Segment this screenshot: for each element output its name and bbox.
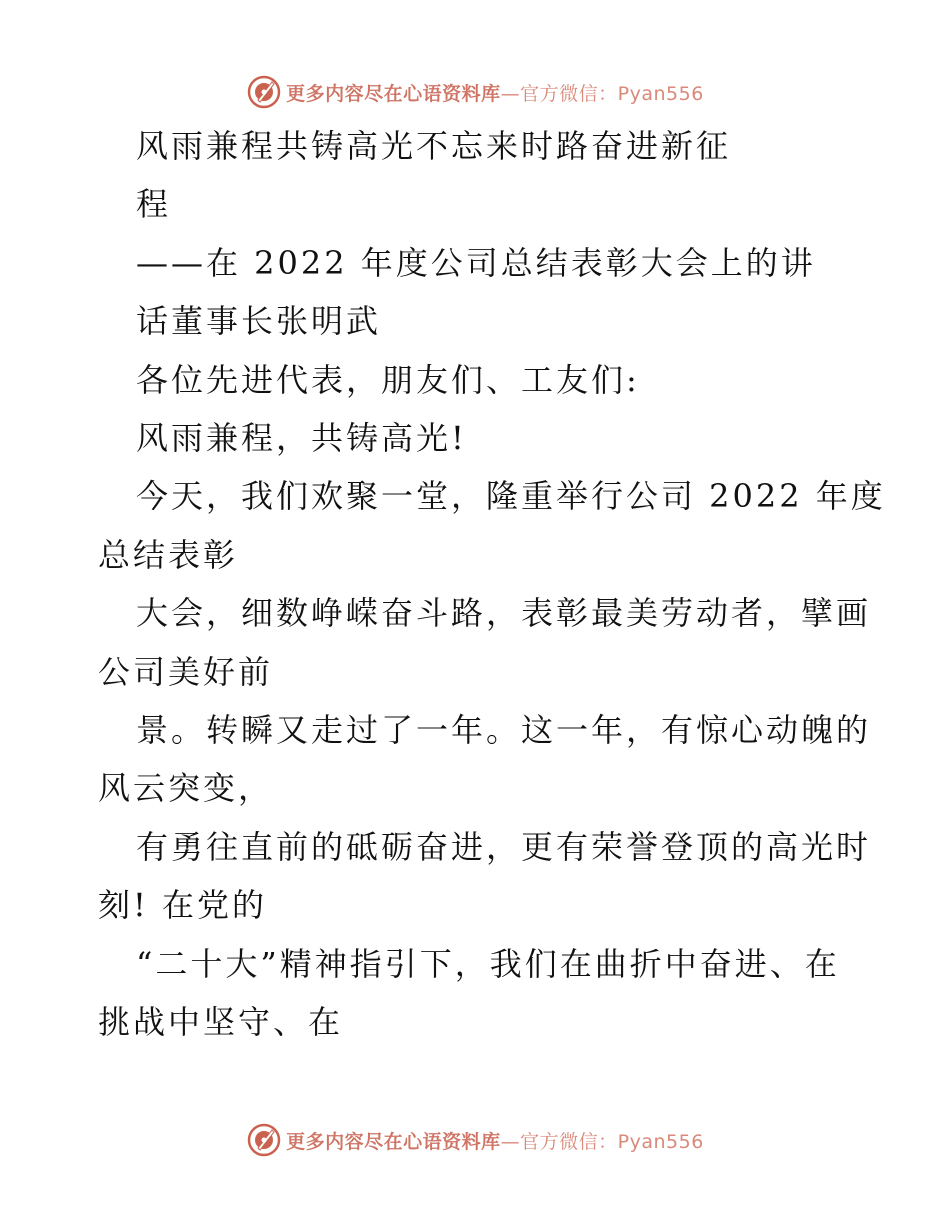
pen-logo-icon bbox=[246, 1122, 282, 1158]
footer-watermark-banner bbox=[0, 1120, 950, 1160]
paragraph-line: 大会，细数峥嵘奋斗路，表彰最美劳动者，擘画 bbox=[136, 594, 872, 632]
paragraph-line: 景。转瞬又走过了一年。这一年，有惊心动魄的 bbox=[136, 711, 872, 749]
paragraph-line: 风云突变， bbox=[98, 769, 274, 807]
paragraph-line: 有勇往直前的砥砺奋进，更有荣誉登顶的高光时 bbox=[136, 828, 872, 866]
subtitle-line-2: 话董事长张明武 bbox=[136, 302, 382, 340]
pen-logo-icon bbox=[246, 74, 282, 110]
header-watermark-banner bbox=[0, 72, 950, 112]
subtitle-line-1: ——在 2022 年度公司总结表彰大会上的讲 bbox=[136, 244, 816, 282]
title-line-1: 风雨兼程共铸高光不忘来时路奋进新征 bbox=[136, 127, 732, 165]
paragraph-line: 公司美好前 bbox=[98, 653, 274, 691]
paragraph-line: 刻! 在党的 bbox=[98, 886, 268, 924]
footer-watermark-text: 更多内容尽在心语资料库—官方微信：Pyan556 bbox=[286, 1130, 704, 1153]
paragraph-line: 挑战中坚守、在 bbox=[98, 1003, 344, 1041]
paragraph-line: “二十大”精神指引下，我们在曲折中奋进、在 bbox=[136, 945, 840, 983]
header-watermark-text: 更多内容尽在心语资料库—官方微信：Pyan556 bbox=[286, 82, 704, 105]
paragraph-line: 总结表彰 bbox=[98, 536, 239, 574]
title-line-2: 程 bbox=[136, 185, 172, 223]
salutation: 各位先进代表，朋友们、工友们: bbox=[136, 361, 640, 399]
slogan: 风雨兼程，共铸高光! bbox=[136, 419, 467, 457]
paragraph-line: 今天，我们欢聚一堂，隆重举行公司 2022 年度 bbox=[136, 477, 886, 515]
